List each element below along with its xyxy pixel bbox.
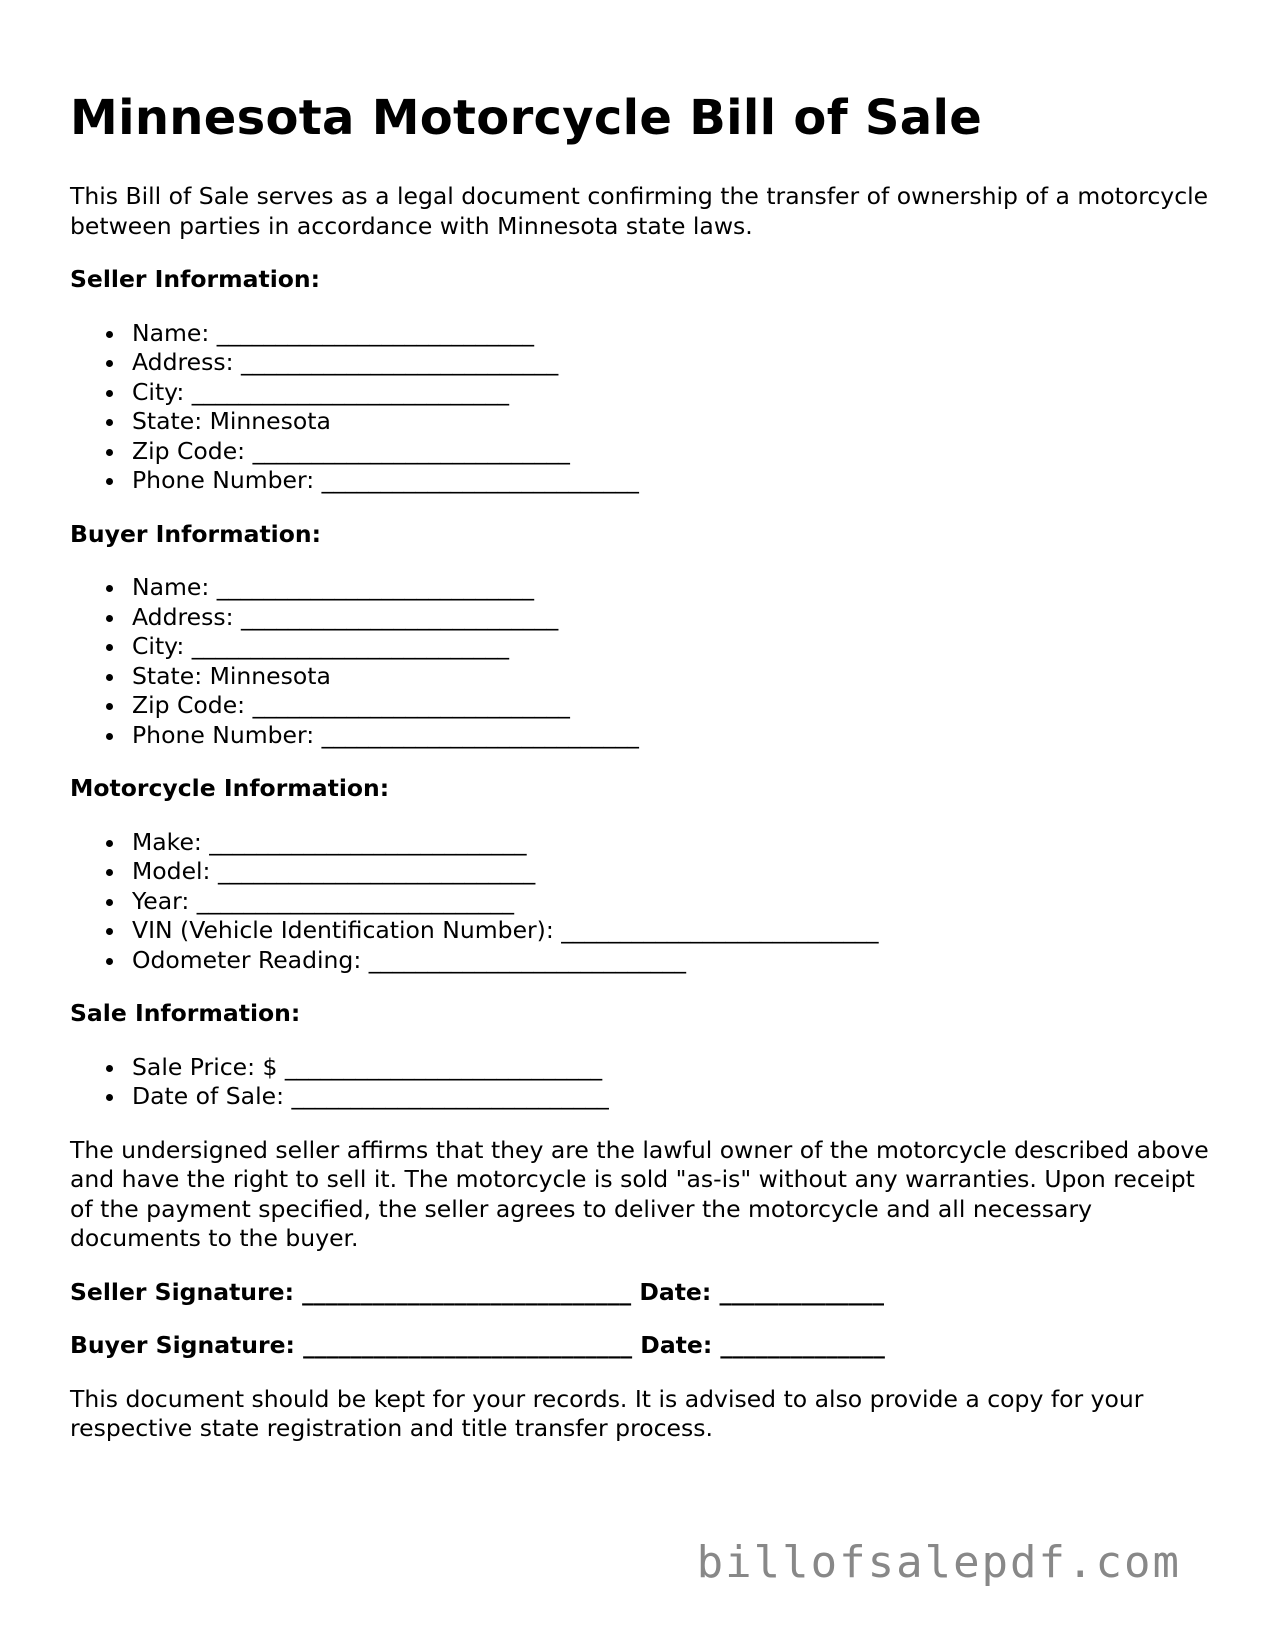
seller-signature-line: Seller Signature: ____________________________ Date: ______________: [70, 1277, 884, 1306]
watermark: billofsalepdf.com: [696, 1537, 1181, 1588]
buyer-name-field: Name: ___________________________: [70, 573, 1210, 603]
motorcycle-info-list: [70, 828, 1210, 976]
seller-zip-field: Zip Code: ___________________________: [70, 437, 1210, 467]
seller-address-field: Address: ___________________________: [70, 348, 1210, 378]
buyer-phone-field: Phone Number: ___________________________: [70, 721, 1210, 751]
sale-info-list: [70, 1053, 1210, 1112]
seller-info-heading: Seller Information:: [70, 265, 321, 293]
seller-phone-field: Phone Number: ___________________________: [70, 466, 1210, 496]
buyer-address-field: Address: ___________________________: [70, 603, 1210, 633]
buyer-zip-field: Zip Code: ___________________________: [70, 691, 1210, 721]
seller-state-field: State: Minnesota: [70, 407, 1210, 437]
motorcycle-model-field: Model: ___________________________: [70, 857, 1210, 887]
motorcycle-vin-field: VIN (Vehicle Identification Number): ___________________________: [70, 916, 1210, 946]
seller-info-list: [70, 319, 1210, 496]
footer-note: This document should be kept for your records. It is advised to also provide a copy for your respective state registration and title transfer process.: [70, 1384, 1144, 1442]
seller-name-field: Name: ___________________________: [70, 319, 1210, 349]
motorcycle-odometer-field: Odometer Reading: ___________________________: [70, 946, 1210, 976]
buyer-city-field: City: ___________________________: [70, 632, 1210, 662]
bill-of-sale-document: [70, 88, 1210, 1444]
motorcycle-year-field: Year: ___________________________: [70, 887, 1210, 917]
sale-info-heading: Sale Information:: [70, 999, 301, 1027]
buyer-state-field: State: Minnesota: [70, 662, 1210, 692]
buyer-info-list: [70, 573, 1210, 750]
affirmation-paragraph: The undersigned seller affirms that they are the lawful owner of the motorcycle described above and have the right to sell it. The motorcycle is sold "as-is" without any warranties. Upon receipt of the payment specified, the seller agrees to deliver the motorcycle and all necessary documents to the buyer.: [70, 1135, 1209, 1252]
buyer-info-heading: Buyer Information:: [70, 519, 322, 548]
buyer-signature-line: Buyer Signature: ____________________________ Date: ______________: [70, 1331, 885, 1359]
motorcycle-make-field: Make: ___________________________: [70, 828, 1210, 858]
document-title: Minnesota Motorcycle Bill of Sale: [70, 90, 983, 146]
seller-city-field: City: ___________________________: [70, 378, 1210, 408]
motorcycle-info-heading: Motorcycle Information:: [70, 774, 390, 802]
sale-date-field: Date of Sale: ___________________________: [70, 1082, 1210, 1112]
sale-price-field: Sale Price: $ ___________________________: [70, 1053, 1210, 1083]
intro-paragraph: This Bill of Sale serves as a legal document confirming the transfer of ownership of a motorcycle between parties in accordance with Minnesota state laws.: [70, 182, 1209, 240]
